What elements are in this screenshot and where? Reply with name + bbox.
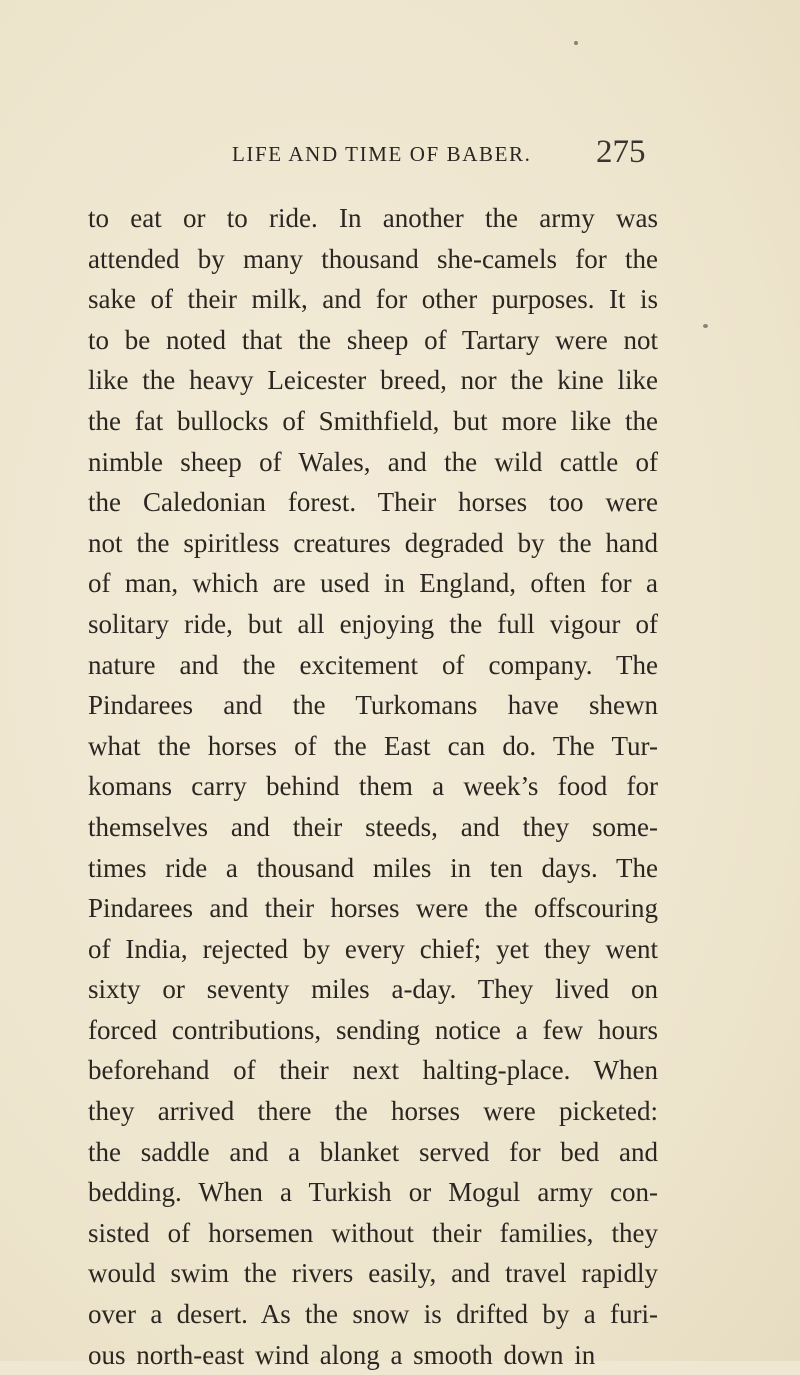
paper-speck [574, 41, 578, 45]
text-line: beforehand of their next halting-place. When [88, 1055, 658, 1086]
text-line: of man, which are used in England, often for a [88, 568, 658, 599]
body-text [88, 198, 658, 1375]
text-line: nimble sheep of Wales, and the wild cattle of [88, 446, 658, 477]
text-line: the fat bullocks of Smithfield, but more like the [88, 405, 658, 436]
text-line: what the horses of the East can do. The Tur- [88, 730, 658, 761]
text-line: sixty or seventy miles a-day. They lived on [88, 974, 658, 1005]
text-line: like the heavy Leicester breed, nor the kine like [88, 365, 658, 396]
text-line: bedding. When a Turkish or Mogul army con- [88, 1177, 658, 1208]
text-line: attended by many thousand she-camels for the [88, 243, 658, 274]
page-number: 275 [596, 134, 646, 170]
text-line: times ride a thousand miles in ten days. The [88, 852, 658, 883]
text-line: to eat or to ride. In another the army was [88, 203, 658, 233]
text-line: sisted of horsemen without their families, they [88, 1217, 658, 1248]
text-line: nature and the excitement of company. The [88, 649, 658, 680]
text-line: ous north-east wind along a smooth down in [88, 1339, 596, 1370]
text-line: themselves and their steeds, and they some- [88, 811, 658, 842]
text-line: forced contributions, sending notice a few hours [88, 1014, 658, 1045]
text-line: Pindarees and their horses were the offscouring [88, 893, 658, 924]
running-title: LIFE AND TIME OF BABER. [232, 142, 532, 166]
text-line: sake of their milk, and for other purposes. It is [88, 284, 658, 315]
text-line: Pindarees and the Turkomans have shewn [88, 690, 658, 721]
running-head [0, 134, 800, 174]
text-line: to be noted that the sheep of Tartary were not [88, 324, 658, 355]
text-line: the Caledonian forest. Their horses too were [88, 487, 658, 518]
text-line: solitary ride, but all enjoying the full vigour of [88, 608, 658, 639]
text-line: of India, rejected by every chief; yet they went [88, 933, 658, 964]
text-line: they arrived there the horses were picketed: [88, 1096, 658, 1127]
text-line: would swim the rivers easily, and travel rapidly [88, 1258, 658, 1289]
text-line: not the spiritless creatures degraded by the hand [88, 527, 658, 558]
text-line: the saddle and a blanket served for bed and [88, 1136, 658, 1167]
text-line: komans carry behind them a week’s food for [88, 771, 658, 802]
text-line: over a desert. As the snow is drifted by a furi- [88, 1299, 658, 1330]
paper-speck [703, 324, 708, 328]
